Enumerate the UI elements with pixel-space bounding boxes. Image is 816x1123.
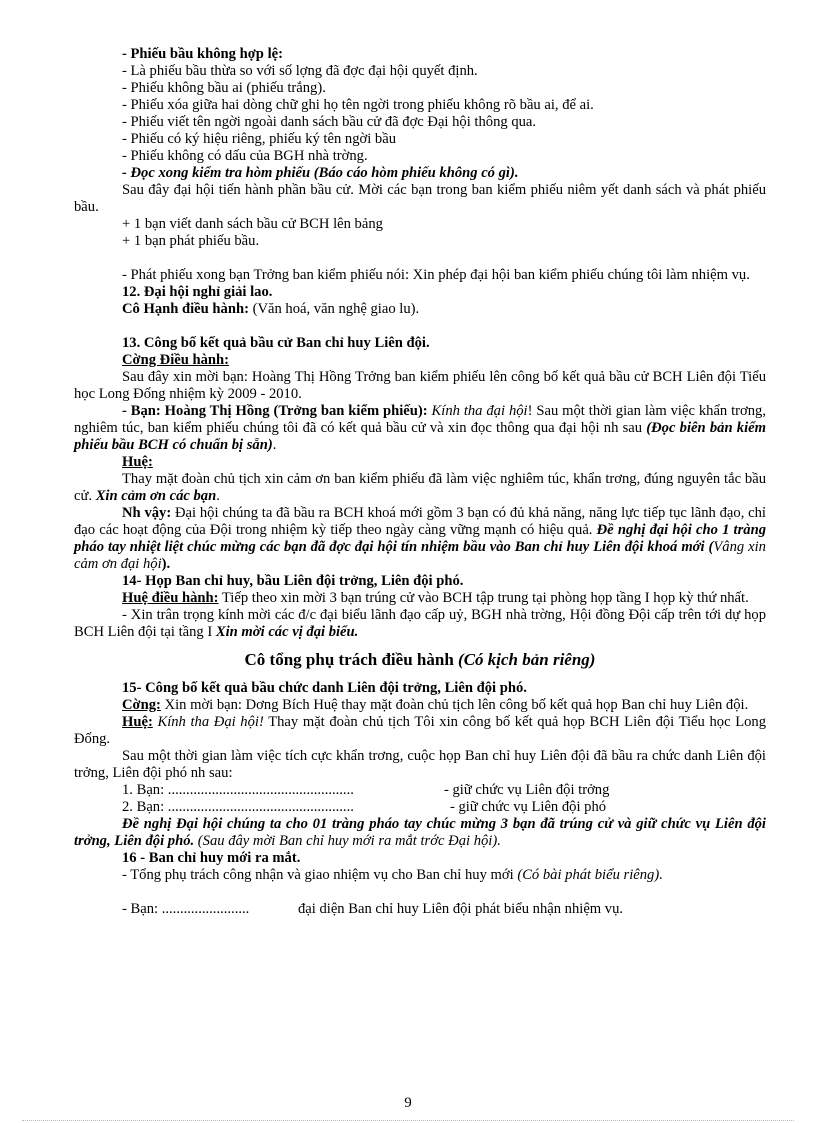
paragraph: Cô Hạnh điều hành: (Văn hoá, văn nghệ giao lu).	[122, 301, 420, 317]
section-12-heading: 12. Đại hội nghỉ giải lao.	[122, 284, 273, 300]
paragraph: Huệ: Kính tha Đại hội! Thay mặt đoàn chủ tịch Tôi xin công bố kết quả họp BCH Liên đội Tiểu học Long Đống.	[74, 714, 766, 747]
centered-heading: Cô tổng phụ trách điều hành (Có kịch bản riêng)	[244, 650, 596, 669]
invalid-ballot-heading: - Phiếu bầu không hợp lệ:	[122, 46, 283, 62]
list-item: - Phiếu viết tên ngời ngoài danh sách bầu cử đã đợc Đại hội thông qua.	[122, 114, 537, 130]
paragraph: Sau đây xin mời bạn: Hoàng Thị Hồng Trởng ban kiểm phiếu lên công bố kết quả bầu cử BCH Liên đội Tiểu học Long Đống nhiệm kỳ 2009 - 2010.	[74, 369, 766, 402]
speaker-label: Cô Hạnh điều hành:	[122, 301, 249, 317]
list-item: - Phiếu xóa giữa hai dòng chữ ghi họ tên ngời trong phiếu không rõ bầu ai, để ai.	[122, 97, 594, 113]
paragraph: - Bạn: ........................ đại diện Ban chỉ huy Liên đội phát biểu nhận nhiệm vụ.	[122, 901, 624, 917]
section-16-heading: 16 - Ban chỉ huy mới ra mắt.	[122, 850, 301, 866]
paragraph: Thay mặt đoàn chủ tịch xin cảm ơn ban kiểm phiếu đã làm việc nghiêm túc, khẩn trơng, đúng nguyên tắc bầu cử. Xin cảm ơn các bạn.	[74, 471, 766, 504]
list-item: 2. Bạn: ................................................... - giữ chức vụ Liên đội phó	[122, 799, 607, 815]
speaker-label: Cờng Điều hành:	[122, 352, 230, 368]
list-item: - Đọc xong kiểm tra hòm phiếu (Báo cáo hòm phiếu không có gì).	[122, 165, 519, 181]
paragraph: Sau một thời gian làm việc tích cực khẩn trơng, cuộc họp Ban chỉ huy Liên đội đã bầu ra chức danh Liên đội trởng, Liên đội phó nh sau:	[74, 748, 766, 781]
speaker-label: Huệ điều hành:	[122, 590, 219, 606]
paragraph: Đề nghị Đại hội chúng ta cho 01 tràng pháo tay chúc mừng 3 bạn đã trúng cử và giữ chức vụ Liên đội trởng, Liên đội phó. (Sau đây mời Ban chỉ huy mới ra mắt trớc Đại hội).	[74, 816, 766, 849]
paragraph: Nh vậy: Đại hội chúng ta đã bầu ra BCH khoá mới gồm 3 bạn có đủ khả năng, năng lực tiếp tục lãnh đạo, chỉ đạo các hoạt động của Đội trong nhiệm kỳ tiếp theo ngày càng vững mạnh có hiệu quả. Đề nghị đại hội cho 1 tràng pháo tay nhiệt liệt chúc mừng các bạn đã đợc đại hội tín nhiệm bầu vào Ban chỉ huy Liên đội khoá mới (Vâng xin cảm ơn đại hội).	[74, 505, 766, 572]
paragraph: Huệ điều hành: Tiếp theo xin mời 3 bạn trúng cử vào BCH tập trung tại phòng họp tầng I họp kỳ thứ nhất.	[122, 590, 749, 606]
speaker-label: Cờng:	[122, 697, 161, 713]
footer-divider	[22, 1120, 794, 1121]
list-item: - Phiếu không bầu ai (phiếu trắng).	[122, 80, 326, 96]
list-item: - Phiếu không có dấu của BGH nhà trờng.	[122, 148, 368, 164]
list-item: + 1 bạn viết danh sách bầu cử BCH lên bảng	[122, 216, 383, 232]
paragraph: - Tổng phụ trách công nhận và giao nhiệm vụ cho Ban chỉ huy mới (Có bài phát biểu riêng).	[122, 867, 663, 883]
section-15-heading: 15- Công bố kết quả bầu chức danh Liên đội trởng, Liên đội phó.	[122, 680, 527, 696]
paragraph: Cờng: Xin mời bạn: Dơng Bích Huệ thay mặt đoàn chủ tịch lên công bố kết quả họp Ban chỉ huy Liên đội.	[122, 697, 749, 713]
list-item: 1. Bạn: ................................................... - giữ chức vụ Liên đội trởng	[122, 782, 610, 798]
speaker-label: Huệ:	[122, 454, 153, 470]
paragraph: Sau đây đại hội tiến hành phần bầu cử. Mời các bạn trong ban kiểm phiếu niêm yết danh sách và phát phiếu bầu.	[74, 182, 766, 215]
list-item: - Là phiếu bầu thừa so với số lợng đã đợc đại hội quyết định.	[122, 63, 478, 79]
paragraph: - Bạn: Hoàng Thị Hồng (Trởng ban kiểm phiếu): Kính tha đại hội! Sau một thời gian làm việc khẩn trơng, nghiêm túc, ban kiểm phiếu chúng tôi đã có kết quả bầu cử và xin đọc thông qua đại hội nh sau (Đọc biên bản kiểm phiếu bầu BCH có chuẩn bị sẵn).	[74, 403, 766, 453]
paragraph: - Phát phiếu xong bạn Trởng ban kiểm phiếu nói: Xin phép đại hội ban kiểm phiếu chúng tôi làm nhiệm vụ.	[122, 267, 750, 283]
list-item: - Phiếu có ký hiệu riêng, phiếu ký tên ngời bầu	[122, 131, 396, 147]
list-item: + 1 bạn phát phiếu bầu.	[122, 233, 260, 249]
section-14-heading: 14- Họp Ban chỉ huy, bầu Liên đội trởng, Liên đội phó.	[122, 573, 464, 589]
speaker-label: Huệ:	[122, 714, 153, 730]
document-body	[74, 46, 766, 918]
page-number: 9	[404, 1095, 412, 1111]
paragraph: - Xin trân trọng kính mời các đ/c đại biểu lãnh đạo cấp uỷ, BGH nhà trờng, Hội đồng Đội cấp trên tới dự họp BCH Liên đội tại tầng I Xin mời các vị đại biểu.	[74, 607, 766, 640]
section-13-heading: 13. Công bố kết quả bầu cử Ban chỉ huy Liên đội.	[122, 335, 430, 351]
